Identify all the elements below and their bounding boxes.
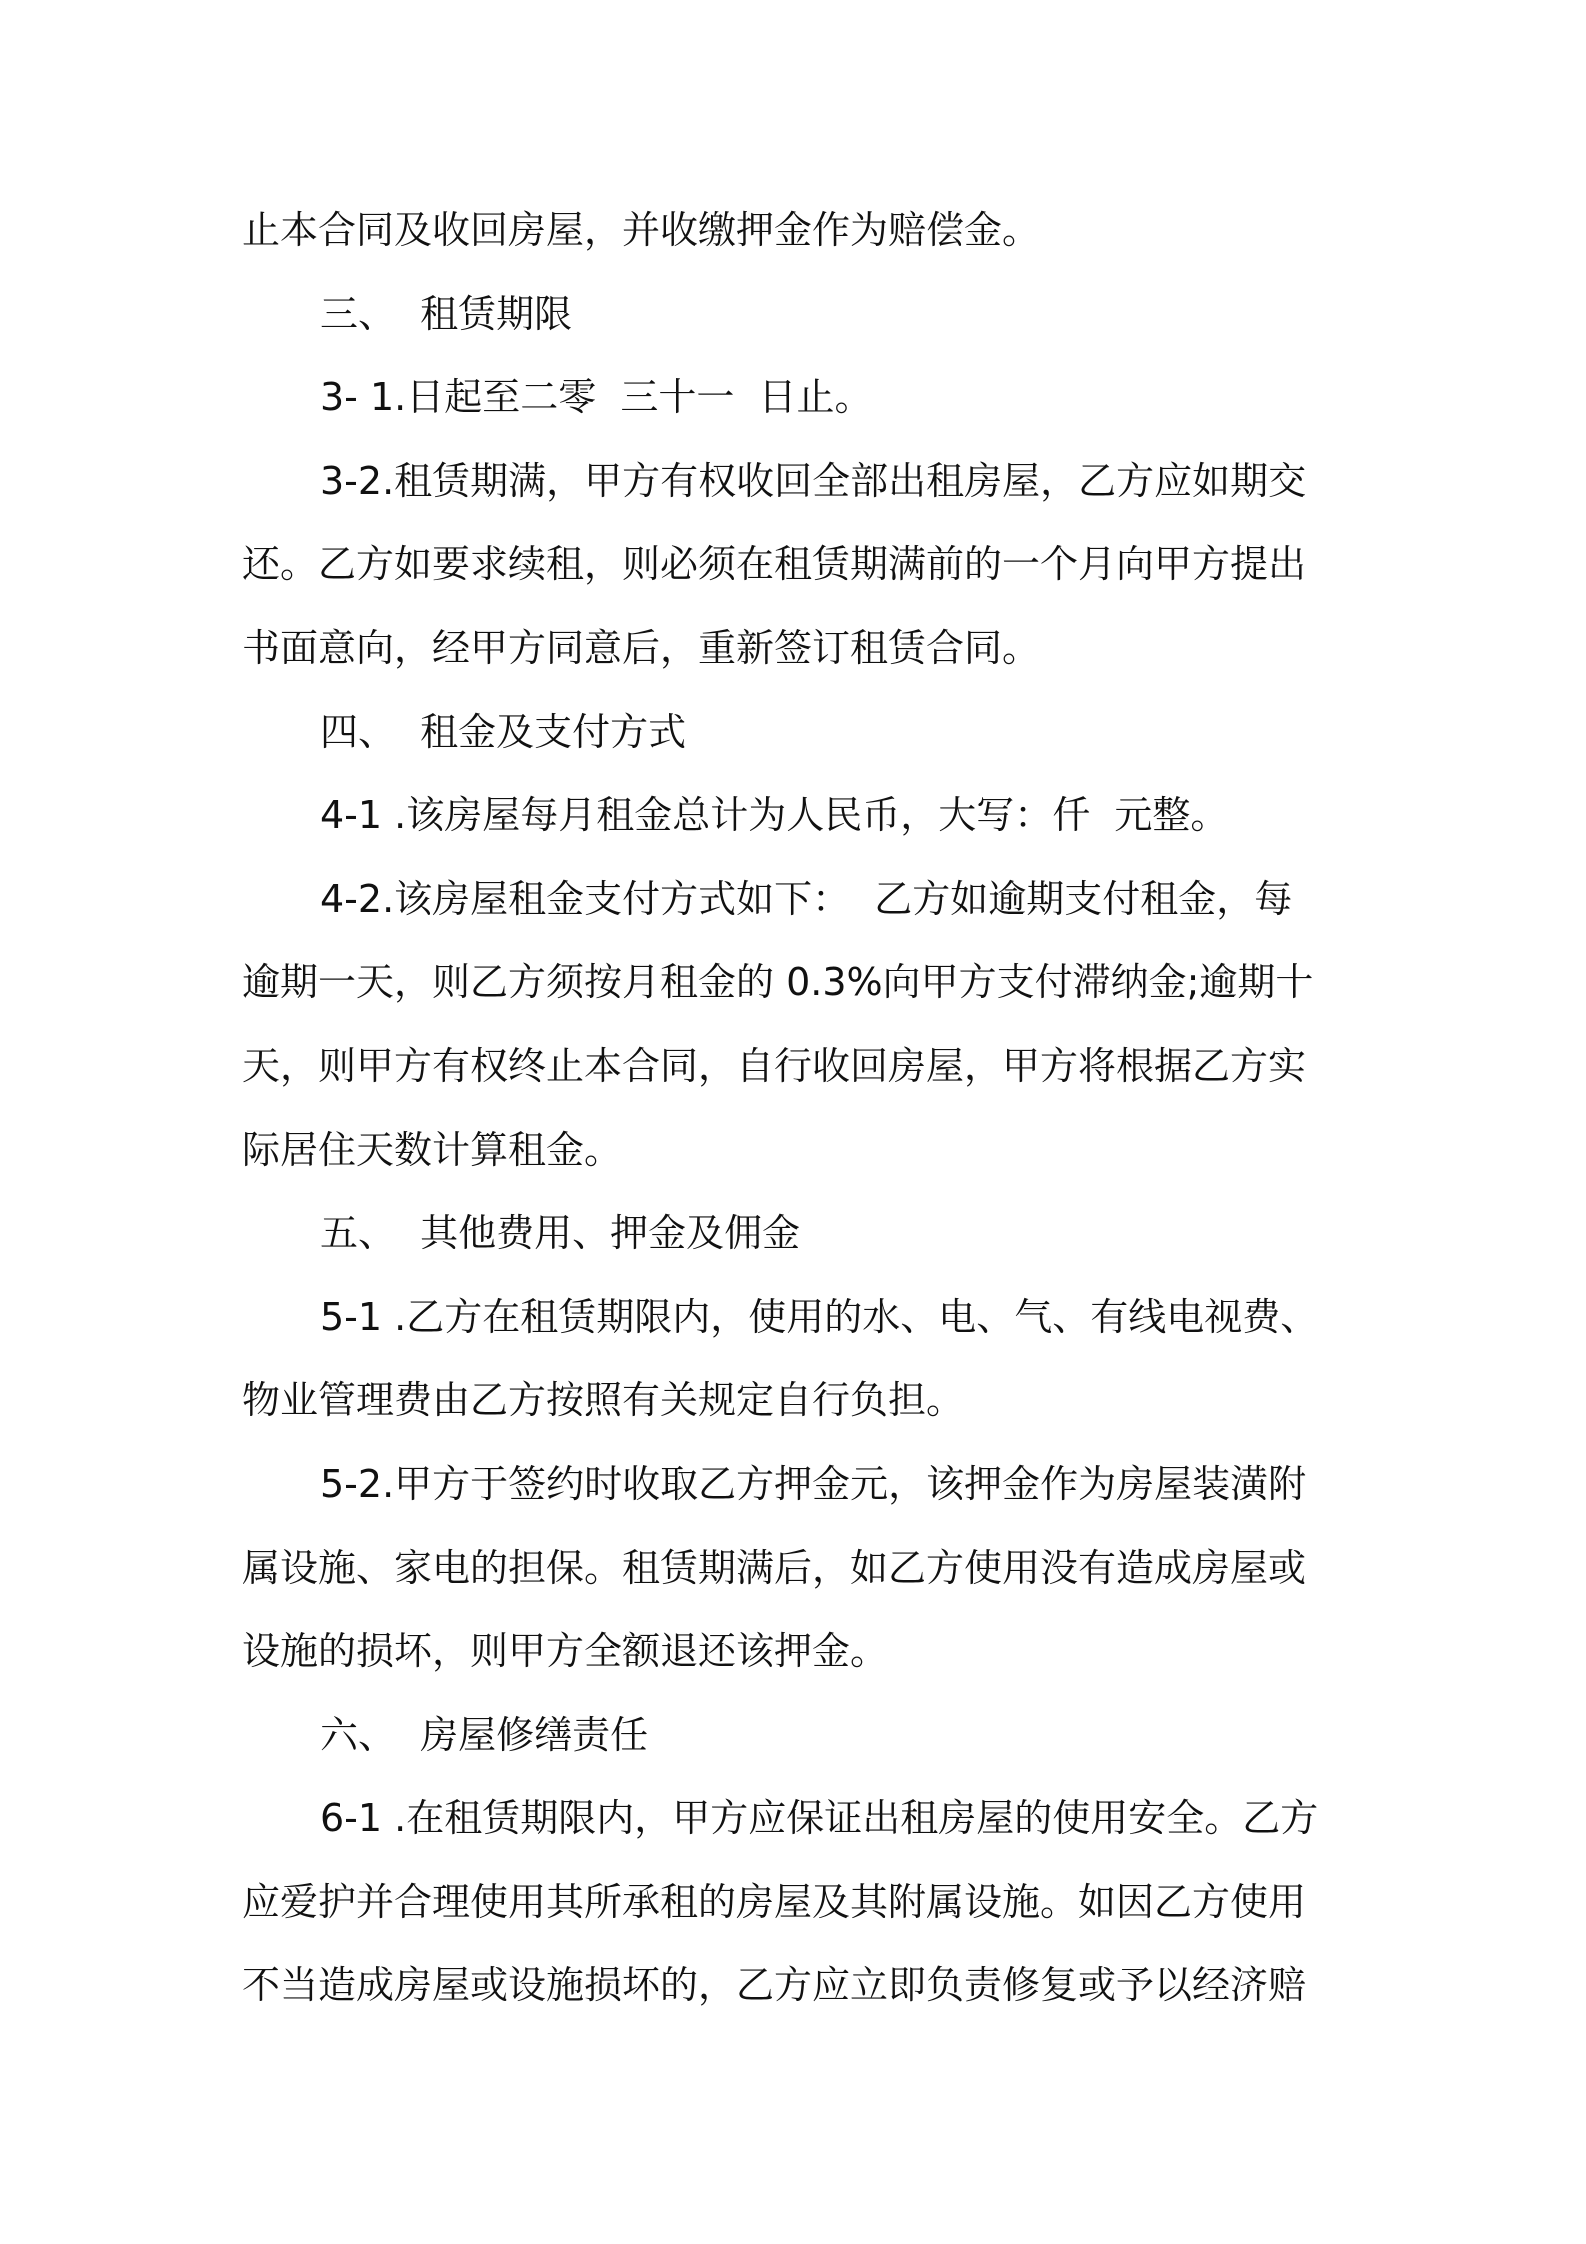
paragraph-line: 5-1 .乙方在租赁期限内，使用的水、电、气、有线电视费、 xyxy=(320,1294,1319,1339)
paragraph-line: 属设施、家电的担保。租赁期满后，如乙方使用没有造成房屋或 xyxy=(242,1545,1307,1590)
paragraph-line: 逾期一天，则乙方须按月租金的 0.3%向甲方支付滞纳金;逾期十 xyxy=(242,960,1314,1005)
paragraph-line: 物业管理费由乙方按照有关规定自行负担。 xyxy=(242,1378,965,1423)
paragraph-line: 5-2.甲方于签约时收取乙方押金元，该押金作为房屋装潢附 xyxy=(320,1461,1307,1506)
paragraph-line: 设施的损坏，则甲方全额退还该押金。 xyxy=(242,1629,889,1674)
section-heading-repair-responsibility: 六、 房屋修缮责任 xyxy=(320,1712,649,1757)
paragraph-line: 际居住天数计算租金。 xyxy=(242,1127,623,1172)
paragraph-line: 4-1 .该房屋每月租金总计为人民币，大写：仟 元整。 xyxy=(320,793,1229,838)
paragraph-line: 3-2.租赁期满，甲方有权收回全部出租房屋，乙方应如期交 xyxy=(320,458,1307,503)
section-heading-other-fees: 五、 其他费用、押金及佣金 xyxy=(320,1211,801,1256)
paragraph-line: 天，则甲方有权终止本合同，自行收回房屋，甲方将根据乙方实 xyxy=(242,1043,1307,1088)
paragraph-line: 止本合同及收回房屋，并收缴押金作为赔偿金。 xyxy=(242,208,1041,252)
document-body xyxy=(242,189,1382,2028)
section-heading-lease-term: 三、 租赁期限 xyxy=(320,291,573,336)
paragraph-line: 还。乙方如要求续租，则必须在租赁期满前的一个月向甲方提出 xyxy=(242,542,1307,587)
paragraph-line: 4-2.该房屋租金支付方式如下： 乙方如逾期支付租金，每 xyxy=(320,876,1293,921)
paragraph-line: 6-1 .在租赁期限内，甲方应保证出租房屋的使用安全。乙方 xyxy=(320,1796,1319,1841)
paragraph-line: 3- 1.日起至二零 三十一 日止。 xyxy=(320,375,873,420)
section-heading-rent-payment: 四、 租金及支付方式 xyxy=(320,709,687,754)
paragraph-line: 不当造成房屋或设施损坏的，乙方应立即负责修复或予以经济赔 xyxy=(242,1963,1307,2008)
paragraph-line: 应爱护并合理使用其所承租的房屋及其附属设施。如因乙方使用 xyxy=(242,1879,1307,1924)
paragraph-line: 书面意向，经甲方同意后，重新签订租赁合同。 xyxy=(242,625,1041,670)
